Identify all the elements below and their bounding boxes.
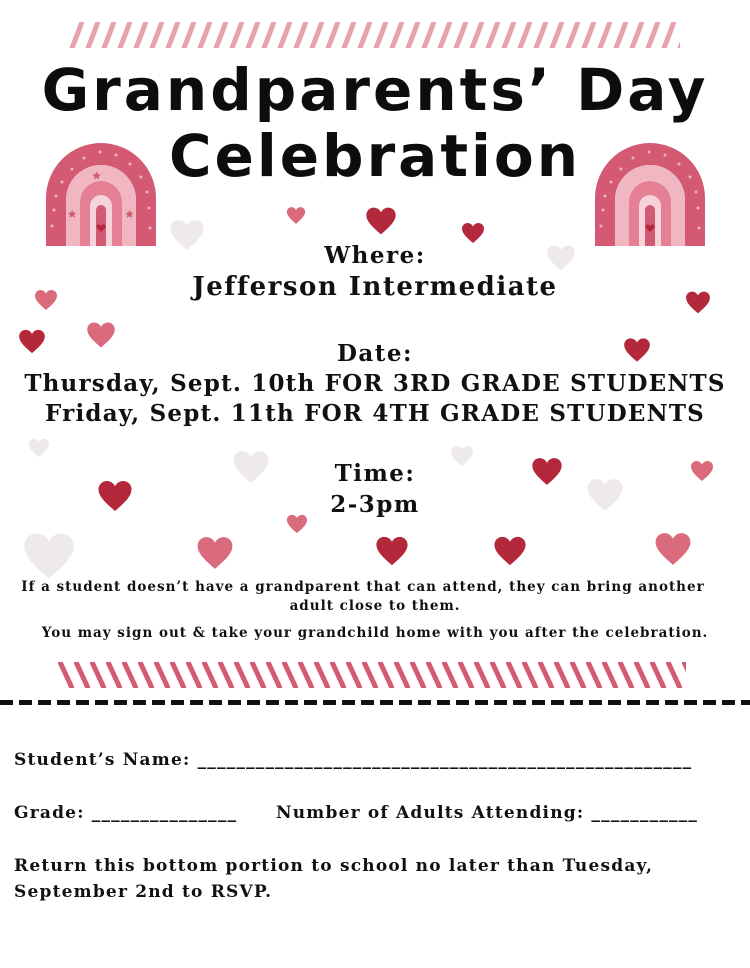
heart-icon — [365, 206, 397, 236]
heart-icon — [22, 530, 76, 582]
heart-icon — [461, 222, 485, 244]
heart-icon — [28, 437, 50, 459]
return-instructions-line-1: Return this bottom portion to school no later than Tuesday, — [14, 856, 654, 876]
top-stripe-border — [68, 22, 680, 48]
heart-icon — [493, 534, 527, 568]
time-label: Time: — [334, 460, 416, 487]
where-label: Where: — [324, 242, 426, 269]
heart-icon — [286, 206, 306, 225]
date-line-1: Thursday, Sept. 10th FOR 3RD GRADE STUDENTS — [24, 370, 726, 397]
heart-icon — [654, 530, 692, 568]
time-value: 2-3pm — [330, 491, 420, 518]
rainbow-right-icon — [591, 140, 709, 246]
note-line-2: adult close to them. — [289, 598, 461, 614]
page-title-line-1: Grandparents’ Day — [41, 56, 709, 124]
date-line-2: Friday, Sept. 11th FOR 4TH GRADE STUDENTS — [45, 400, 705, 427]
return-instructions-line-2: September 2nd to RSVP. — [14, 882, 273, 902]
bottom-stripe-border — [58, 662, 686, 688]
cut-line-divider — [0, 700, 750, 705]
rainbow-left-icon — [42, 140, 160, 246]
page-title-line-2: Celebration — [168, 122, 582, 190]
heart-icon — [375, 534, 409, 568]
grade-field: Grade: _______________ — [14, 803, 238, 823]
note-line-1: If a student doesn’t have a grandparent that can attend, they can bring another — [21, 579, 705, 595]
where-value: Jefferson Intermediate — [192, 272, 558, 302]
date-label: Date: — [336, 340, 414, 367]
student-name-field: Student’s Name: ___________________________________________________ — [14, 750, 693, 770]
adults-attending-field: Number of Adults Attending: ___________ — [276, 803, 699, 823]
heart-icon — [196, 534, 234, 572]
note-line-3: You may sign out & take your grandchild home with you after the celebration. — [41, 625, 709, 641]
